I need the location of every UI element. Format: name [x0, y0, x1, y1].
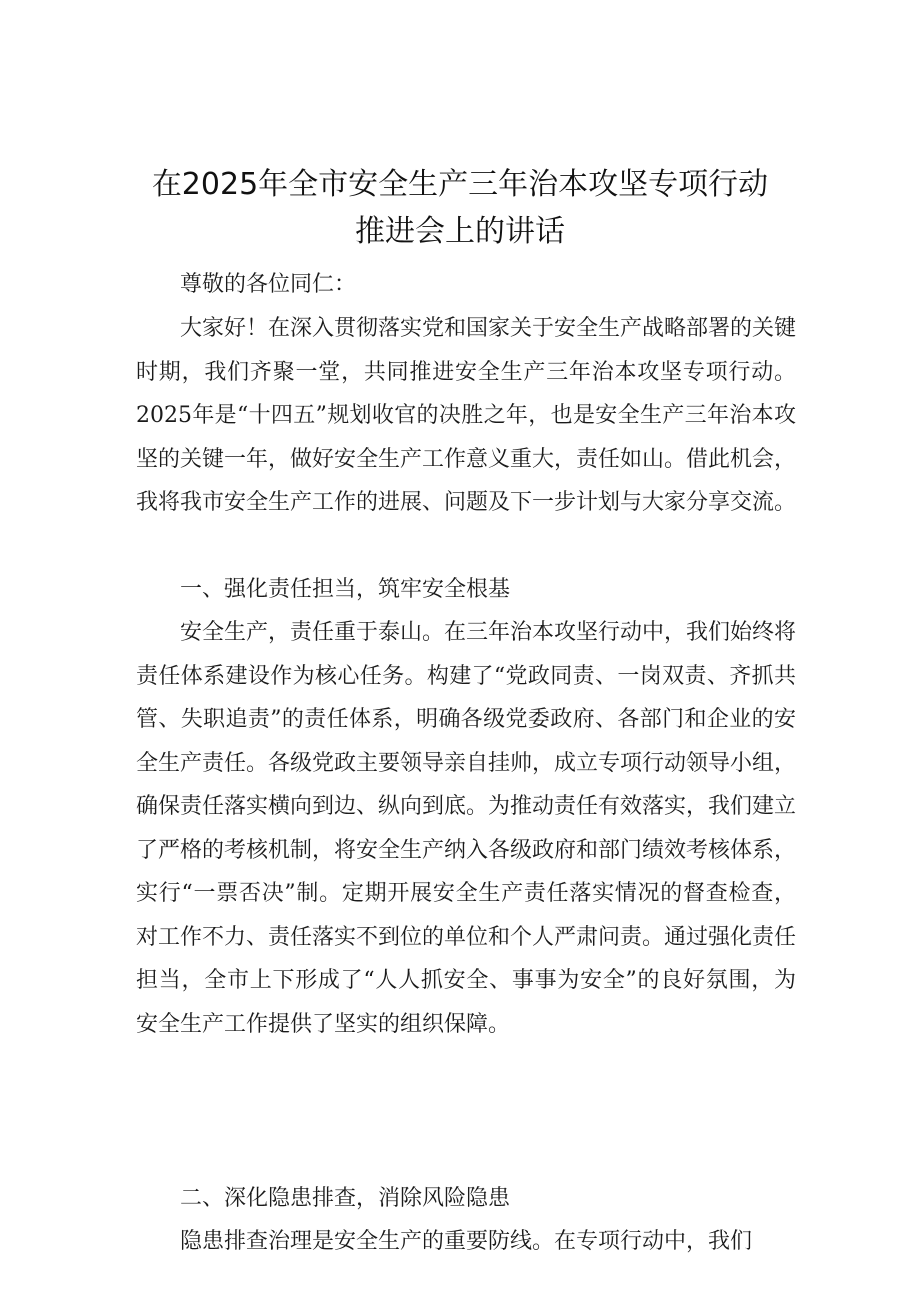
paragraph-section-2: 隐患排查治理是安全生产的重要防线。在专项行动中，我们: [180, 1229, 753, 1254]
section-heading-1: 一、强化责任担当，筑牢安全根基: [180, 577, 511, 602]
document-title-line-1: 在2025年全市安全生产三年治本攻坚专项行动: [151, 167, 769, 202]
salutation: 尊敬的各位同仁：: [180, 272, 357, 297]
paragraph-intro: 大家好！在深入贯彻落实党和国家关于安全生产战略部署的关键时期，我们齐聚一堂，共同推进安全生产三年治本攻坚专项行动。2025年是“十四五”规划收官的决胜之年，也是安全生产三年治本攻坚的关键一年，做好安全生产工作意义重大，责任如山。借此机会，我将我市安全生产工作的进展、问题及下一步计划与大家分享交流。: [136, 316, 797, 515]
section-heading-2: 二、深化隐患排查，消除风险隐患: [180, 1186, 511, 1211]
document-title-line-2: 推进会上的讲话: [355, 214, 565, 249]
paragraph-section-1: 安全生产，责任重于泰山。在三年治本攻坚行动中，我们始终将责任体系建设作为核心任务。构建了“党政同责、一岗双责、齐抓共管、失职追责”的责任体系，明确各级党委政府、各部门和企业的安全生产责任。各级党政主要领导亲自挂帅，成立专项行动领导小组，确保责任落实横向到边、纵向到底。为推动责任有效落实，我们建立了严格的考核机制，将安全生产纳入各级政府和部门绩效考核体系，实行“一票否决”制。定期开展安全生产责任落实情况的督查检查，对工作不力、责任落实不到位的单位和个人严肃问责。通过强化责任担当，全市上下形成了“人人抓安全、事事为安全”的良好氛围，为安全生产工作提供了坚实的组织保障。: [136, 620, 797, 1037]
